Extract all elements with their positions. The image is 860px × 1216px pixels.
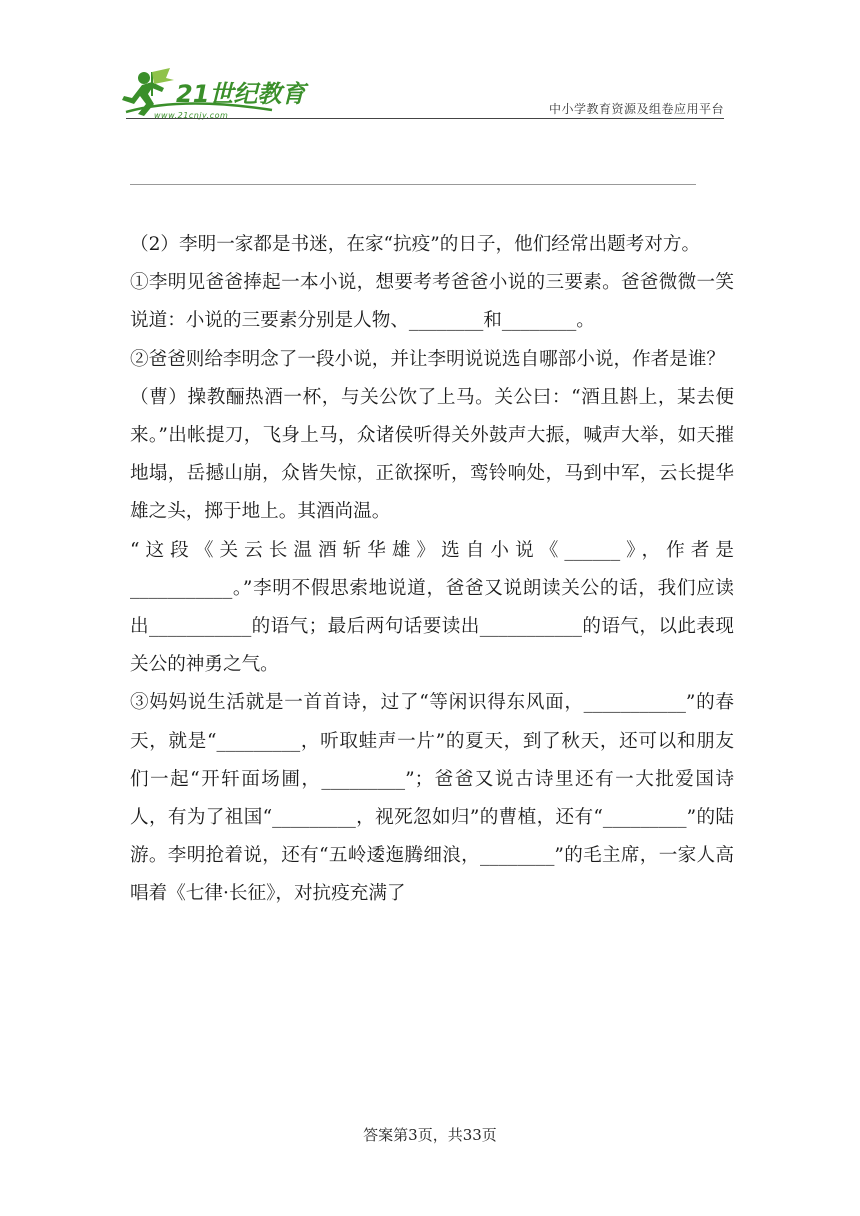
header-divider [126, 118, 724, 119]
platform-label: 中小学教育资源及组卷应用平台 [548, 102, 724, 116]
answer-line [130, 184, 696, 185]
paragraph-excerpt: （曹）操教酾热酒一杯，与关公饮了上马。关公曰：“酒且斟上，某去便来。”出帐提刀，飞身上马，众诸侯听得关外鼓声大振，喊声大举，如天摧地塌，岳撼山崩，众皆失惊，正欲探听，鸾铃响处，马到中军，云长提华雄之头，掷于地上。其酒尚温。 [130, 386, 734, 523]
page-header [0, 0, 860, 130]
page-footer: 答案第3页，共33页 [363, 1126, 497, 1144]
logo-text: 21世纪教育 [176, 80, 306, 108]
paragraph-intro: （2）李明一家都是书迷，在家“抗疫”的日子，他们经常出题考对方。 [130, 234, 701, 255]
logo-url: www.21cnjy.com [154, 111, 229, 120]
paragraph-question-3: ③妈妈说生活就是一首首诗，过了“等闲识得东风面，___________”的春天，就是“_________，听取蛙声一片”的夏天，到了秋天，还可以和朋友们一起“开轩面场圃，_________”；爸爸又说古诗里还有一大批爱国诗人，有为了祖国“_________，视死忽如归”的曹植，还有“_________”的陆游。李明抢着说，还有“五岭逶迤腾细浪，________”的毛主席，一家人高唱着《七律·长征》，对抗疫充满了 [130, 692, 734, 905]
site-logo [122, 66, 306, 122]
paragraph-question-2: ②爸爸则给李明念了一段小说，并让李明说说选自哪部小说，作者是谁？ [130, 348, 726, 370]
paragraph-answer-2: “这段《关云长温酒斩华雄》选自小说《______》，作者是___________。”李明不假思索地说道，爸爸又说朗读关公的话，我们应读出___________的语气；最后两句话要读出___________的语气，以此表现关公的神勇之气。 [130, 539, 734, 676]
runner-logo-icon [122, 66, 306, 122]
paragraph-question-1: ①李明见爸爸捧起一本小说，想要考考爸爸小说的三要素。爸爸微微一笑说道：小说的三要素分别是人物、________和________。 [130, 272, 734, 332]
document-body [130, 226, 734, 914]
